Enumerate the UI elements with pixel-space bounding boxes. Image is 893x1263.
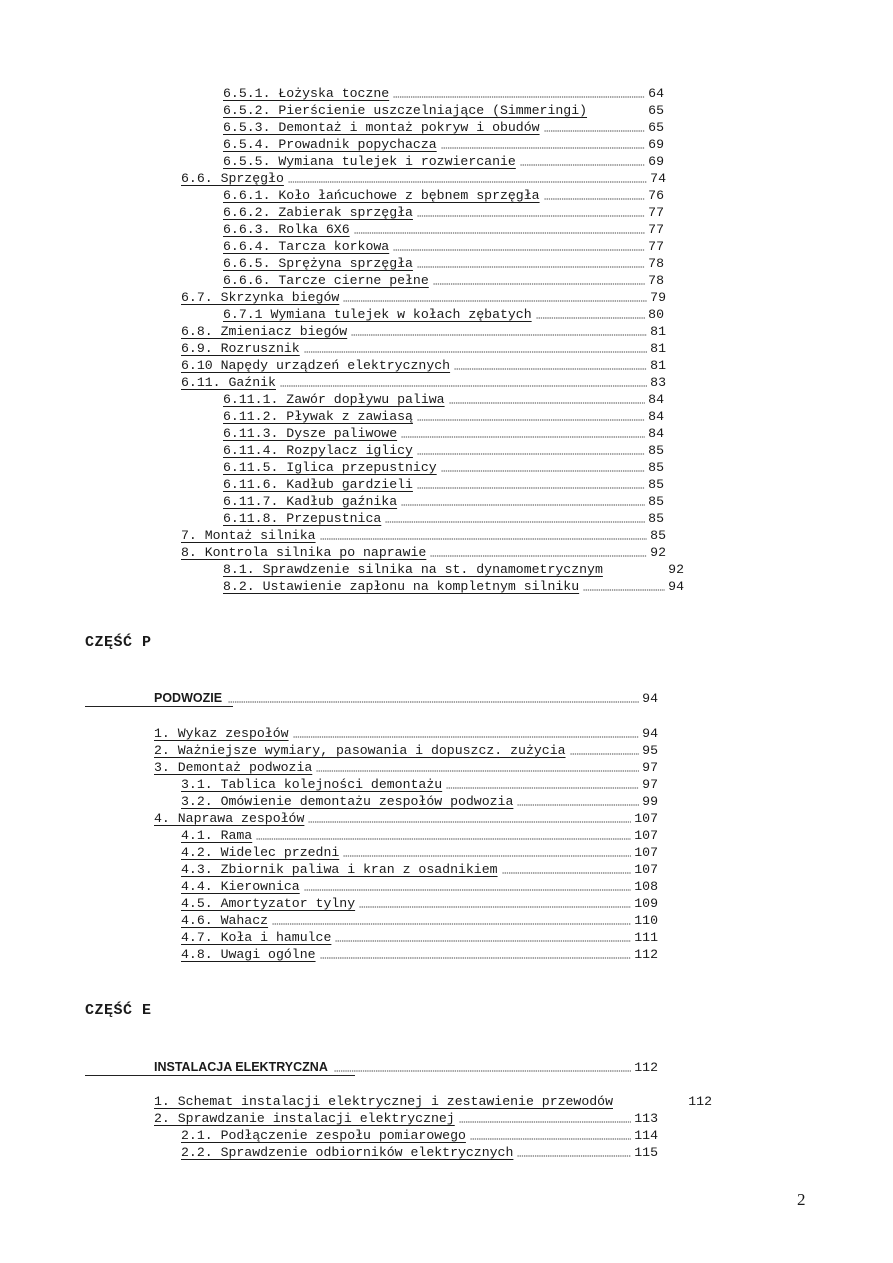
toc-entry[interactable] [223,221,664,238]
toc-entry[interactable] [181,357,666,374]
toc-entry-page: 97 [642,777,658,792]
toc-entry-title: 6.5.5. Wymiana tulejek i rozwiercanie [223,154,516,169]
toc-entry[interactable] [181,374,666,391]
dot-leader [517,796,639,806]
toc-entry-page: 84 [648,409,664,424]
part-p-heading: CZĘŚĆ P [85,634,152,651]
dot-leader [401,496,645,506]
toc-entry-page: 79 [650,290,666,305]
dot-leader [335,932,631,942]
toc-entry-page: 76 [648,188,664,203]
toc-entry-title: 3. Demontaż podwozia [154,760,313,775]
toc-entry-page: 107 [634,845,658,860]
dot-leader [470,1130,631,1140]
toc-entry-page: 74 [650,171,666,186]
toc-entry-title: 6.11.4. Rozpylacz iglicy [223,443,413,458]
toc-entry-page: 85 [648,494,664,509]
part-e-section-title: INSTALACJA ELEKTRYCZNA [154,1060,328,1074]
toc-entry-title: 4.6. Wahacz [181,913,269,928]
toc-entry[interactable] [154,1110,658,1127]
toc-entry-page: 108 [634,879,658,894]
toc-entry-title: 6.11.1. Zawór dopływu paliwa [223,392,445,407]
toc-entry[interactable] [181,527,666,544]
toc-entry-title: 6.11. Gaźnik [181,375,276,390]
dot-leader [583,581,665,591]
toc-entry-title: 6.5.3. Demontaż i montaż pokryw i obudów [223,120,540,135]
dot-leader [256,830,631,840]
toc-entry-title: 6.8. Zmieniacz biegów [181,324,348,339]
toc-entry[interactable] [181,912,658,929]
toc-entry-page: 85 [650,528,666,543]
toc-entry-page: 85 [648,443,664,458]
toc-entry[interactable] [181,827,658,844]
dot-leader [316,762,639,772]
toc-entry[interactable] [181,878,658,895]
toc-entry-page: 94 [642,726,658,741]
toc-entry-page: 81 [650,358,666,373]
toc-entry-page: 69 [648,137,664,152]
toc-entry[interactable] [181,861,658,878]
toc-entry-page: 112 [688,1094,712,1109]
toc-entry-page: 85 [648,477,664,492]
toc-entry[interactable] [181,289,666,306]
toc-entry-title: 8.1. Sprawdzenie silnika na st. dynamometrycznym [223,562,603,577]
toc-entry[interactable] [223,578,684,595]
toc-entry-title: 6.9. Rozrusznik [181,341,300,356]
toc-entry-title: 6.7. Skrzynka biegów [181,290,340,305]
toc-entry-page: 69 [648,154,664,169]
toc-entry-page: 97 [642,760,658,775]
dot-leader [343,292,647,302]
part-p-section-page: 94 [642,691,658,706]
toc-entry-title: 6.5.2. Pierścienie uszczelniające (Simmeringi) [223,103,588,118]
dot-leader [228,693,639,703]
toc-entry-title: 4.8. Uwagi ogólne [181,947,316,962]
toc-entry[interactable] [181,340,666,357]
toc-entry[interactable] [223,561,684,578]
toc-entry-title: 6.5.4. Prowadnik popychacza [223,137,437,152]
dot-leader [520,156,645,166]
toc-entry-title: 6.6. Sprzęgło [181,171,284,186]
dot-leader [454,360,647,370]
toc-entry[interactable] [223,272,664,289]
toc-entry-title: 6.6.6. Tarcze cierne pełne [223,273,429,288]
toc-entry[interactable] [154,742,658,759]
dot-leader [611,568,668,578]
toc-entry[interactable] [181,929,658,946]
toc-entry[interactable] [223,187,664,204]
dot-leader [417,207,645,217]
toc-entry-page: 84 [648,426,664,441]
dot-leader [343,847,631,857]
toc-entry-title: 4. Naprawa zespołów [154,811,305,826]
toc-entry-page: 95 [642,743,658,758]
toc-entry-title: 1. Schemat instalacji elektrycznej i zestawienie przewodów [154,1094,613,1109]
toc-entry[interactable] [181,1144,658,1161]
toc-entry[interactable] [181,776,658,793]
toc-entry[interactable] [223,408,664,425]
dot-leader [293,728,640,738]
toc-entry[interactable] [223,204,664,221]
dot-leader [570,745,640,755]
toc-entry[interactable] [181,323,666,340]
dot-leader [320,949,632,959]
toc-entry-title: 3.1. Tablica kolejności demontażu [181,777,443,792]
toc-entry-page: 65 [648,103,664,118]
toc-entry-title: 6.5.1. Łożyska toczne [223,86,390,101]
toc-entry-page: 115 [634,1145,658,1160]
toc-entry-title: 4.2. Widelec przedni [181,845,340,860]
toc-entry-title: 6.7.1 Wymiana tulejek w kołach zębatych [223,307,532,322]
dot-leader [272,915,631,925]
part-p-section-title: PODWOZIE [154,691,223,705]
toc-entry-title: 1. Wykaz zespołów [154,726,289,741]
toc-entry-title: 8. Kontrola silnika po naprawie [181,545,427,560]
part-e-heading: CZĘŚĆ E [85,1002,152,1019]
toc-entry-page: 92 [650,545,666,560]
dot-leader [449,394,646,404]
toc-entry-title: 6.6.5. Sprężyna sprzęgła [223,256,413,271]
toc-entry[interactable] [223,442,664,459]
toc-entry-title: 6.11.7. Kadłub gaźnika [223,494,398,509]
toc-entry[interactable] [181,170,666,187]
toc-entry-page: 77 [648,222,664,237]
toc-entry[interactable] [223,493,664,510]
dot-leader [359,898,631,908]
toc-entry-title: 6.6.3. Rolka 6X6 [223,222,350,237]
toc-entry-page: 111 [634,930,658,945]
toc-entry[interactable] [223,391,664,408]
dot-leader [517,1147,631,1157]
dot-leader [544,190,646,200]
dot-leader [304,343,647,353]
part-e-section-page: 112 [634,1060,658,1075]
toc-entry-title: 3.2. Omówienie demontażu zespołów podwozia [181,794,514,809]
toc-entry-page: 109 [634,896,658,911]
dot-leader [441,462,645,472]
toc-entry[interactable] [154,759,658,776]
toc-entry-page: 80 [648,307,664,322]
toc-entry-page: 94 [668,579,684,594]
toc-entry-title: 6.11.8. Przepustnica [223,511,382,526]
toc-entry[interactable] [181,1127,658,1144]
toc-entry-page: 81 [650,341,666,356]
toc-entry-title: 6.11.5. Iglica przepustnicy [223,460,437,475]
dot-leader [459,1113,632,1123]
dot-leader [385,513,645,523]
dot-leader [351,326,647,336]
toc-entry[interactable] [223,136,664,153]
toc-entry-page: 113 [634,1111,658,1126]
toc-entry-title: 2.1. Podłączenie zespołu pomiarowego [181,1128,466,1143]
toc-entry-title: 6.6.2. Zabierak sprzęgła [223,205,413,220]
toc-entry-page: 78 [648,256,664,271]
dot-leader [621,1100,688,1110]
dot-leader [430,547,647,557]
part-e-section-row[interactable] [154,1059,658,1076]
toc-entry[interactable] [223,102,664,119]
dot-leader [334,1062,631,1072]
toc-entry[interactable] [223,119,664,136]
toc-entry[interactable] [223,153,664,170]
dot-leader [417,411,645,421]
dot-leader [595,109,648,119]
toc-entry-page: 85 [648,460,664,475]
dot-leader [441,139,645,149]
toc-entry-page: 77 [648,205,664,220]
toc-entry-title: 6.11.2. Pływak z zawiasą [223,409,413,424]
dot-leader [288,173,647,183]
toc-entry-title: 4.4. Kierownica [181,879,300,894]
dot-leader [308,813,631,823]
toc-entry[interactable] [223,85,664,102]
toc-entry-page: 78 [648,273,664,288]
toc-entry-title: 6.11.3. Dysze paliwowe [223,426,398,441]
toc-entry[interactable] [181,844,658,861]
toc-entry-page: 92 [668,562,684,577]
toc-entry-page: 107 [634,862,658,877]
toc-entry-title: 6.10 Napędy urządzeń elektrycznych [181,358,451,373]
toc-entry-page: 112 [634,947,658,962]
toc-entry[interactable] [223,238,664,255]
toc-entry-page: 81 [650,324,666,339]
toc-entry-page: 85 [648,511,664,526]
toc-entry-page: 107 [634,828,658,843]
toc-entry-title: 6.6.4. Tarcza korkowa [223,239,390,254]
toc-entry[interactable] [223,306,664,323]
page-number: 2 [797,1190,806,1209]
dot-leader [446,779,639,789]
dot-leader [433,275,645,285]
toc-entry-title: 4.3. Zbiornik paliwa i kran z osadnikiem [181,862,498,877]
toc-entry[interactable] [181,544,666,561]
toc-entry[interactable] [154,725,658,742]
toc-entry[interactable] [223,510,664,527]
dot-leader [502,864,632,874]
dot-leader [393,241,645,251]
dot-leader [401,428,645,438]
toc-entry-title: 4.7. Koła i hamulce [181,930,332,945]
toc-entry-title: 2. Sprawdzanie instalacji elektrycznej [154,1111,455,1126]
toc-entry-title: 4.1. Rama [181,828,253,843]
toc-entry-title: 6.6.1. Koło łańcuchowe z bębnem sprzęgła [223,188,540,203]
dot-leader [417,258,645,268]
toc-entry-page: 77 [648,239,664,254]
part-p-section-row[interactable] [154,690,658,707]
dot-leader [536,309,646,319]
dot-leader [417,479,645,489]
dot-leader [280,377,647,387]
toc-entry-page: 65 [648,120,664,135]
dot-leader [417,445,645,455]
toc-entry-page: 84 [648,392,664,407]
toc-entry-title: 6.11.6. Kadłub gardzieli [223,477,413,492]
toc-entry[interactable] [223,476,664,493]
toc-entry-title: 2.2. Sprawdzenie odbiorników elektrycznych [181,1145,514,1160]
dot-leader [320,530,648,540]
toc-entry[interactable] [181,895,658,912]
toc-entry[interactable] [154,1093,712,1110]
toc-entry-page: 83 [650,375,666,390]
toc-entry[interactable] [181,946,658,963]
toc-entry[interactable] [223,255,664,272]
dot-leader [544,122,646,132]
toc-entry-page: 110 [634,913,658,928]
toc-entry-page: 99 [642,794,658,809]
toc-entry-title: 7. Montaż silnika [181,528,316,543]
dot-leader [393,88,645,98]
dot-leader [304,881,632,891]
toc-entry-title: 8.2. Ustawienie zapłonu na kompletnym silniku [223,579,580,594]
toc-entry-page: 114 [634,1128,658,1143]
toc-entry-page: 64 [648,86,664,101]
dot-leader [354,224,646,234]
toc-entry[interactable] [223,459,664,476]
toc-entry-title: 4.5. Amortyzator tylny [181,896,356,911]
toc-entry[interactable] [223,425,664,442]
toc-entry-page: 107 [634,811,658,826]
toc-entry[interactable] [154,810,658,827]
toc-entry-title: 2. Ważniejsze wymiary, pasowania i dopuszcz. zużycia [154,743,566,758]
toc-entry[interactable] [181,793,658,810]
